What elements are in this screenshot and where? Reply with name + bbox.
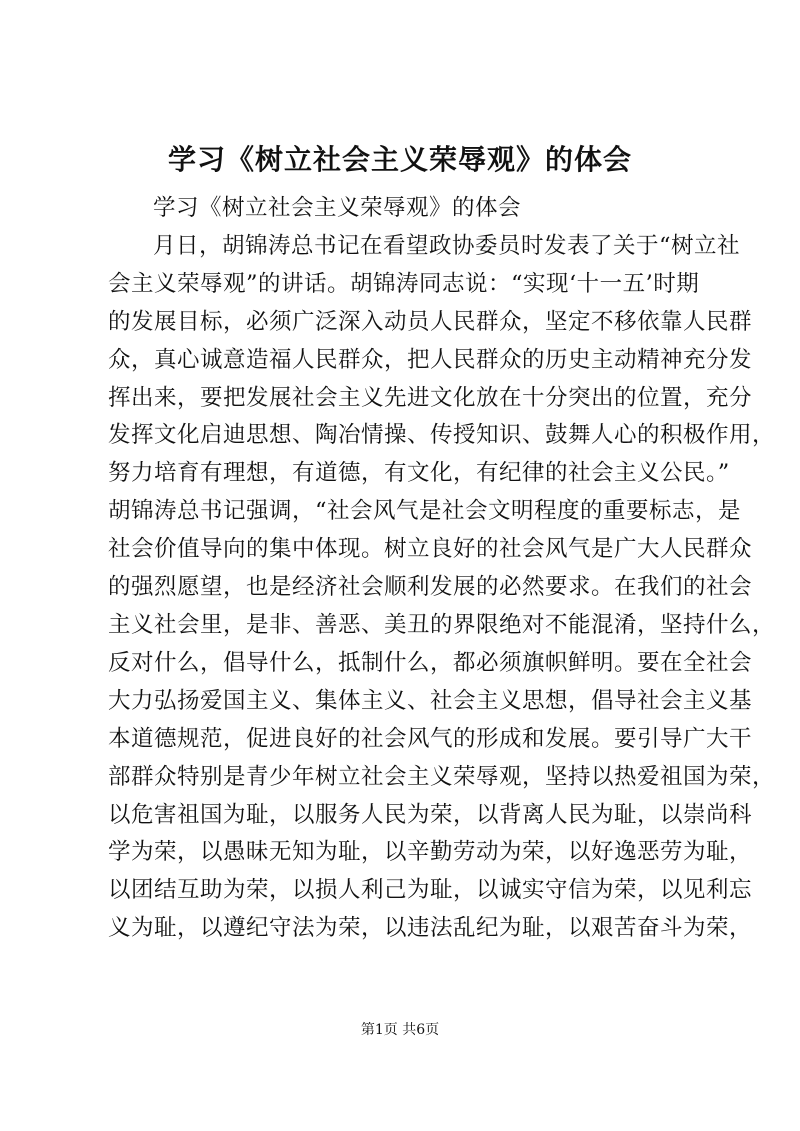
body-line: 的强烈愿望，也是经济社会顺利发展的必然要求。在我们的社会 bbox=[108, 574, 753, 601]
body-line: 本道德规范，促进良好的社会风气的形成和发展。要引导广大干 bbox=[108, 725, 753, 752]
subtitle-paragraph bbox=[108, 190, 704, 228]
page-indicator: 第1页 共6页 bbox=[360, 1022, 440, 1038]
body-line: 胡锦涛总书记强调，“社会风气是社会文明程度的重要标志，是 bbox=[108, 498, 742, 525]
body-line: 以危害祖国为耻，以服务人民为荣，以背离人民为耻，以崇尚科 bbox=[108, 801, 753, 828]
body-line: 社会价值导向的集中体现。树立良好的社会风气是广大人民群众 bbox=[108, 536, 753, 563]
body-line: 月日，胡锦涛总书记在看望政协委员时发表了关于“树立社 bbox=[153, 232, 741, 259]
body-line: 义为耻，以遵纪守法为荣，以违法乱纪为耻，以艰苦奋斗为荣， bbox=[108, 915, 753, 942]
body-line: 以团结互助为荣，以损人利己为耻，以诚实守信为荣，以见利忘 bbox=[108, 877, 753, 904]
body-line: 反对什么，倡导什么，抵制什么，都必须旗帜鲜明。要在全社会 bbox=[108, 649, 753, 676]
body-line: 学为荣，以愚昧无知为耻，以辛勤劳动为荣，以好逸恶劳为耻， bbox=[108, 839, 753, 866]
body-line: 会主义荣辱观”的讲话。胡锦涛同志说：“实现‘十一五’时期 bbox=[108, 270, 700, 297]
body-line: 部群众特别是青少年树立社会主义荣辱观，坚持以热爱祖国为荣， bbox=[108, 763, 776, 790]
document-body bbox=[108, 190, 776, 948]
body-line: 大力弘扬爱国主义、集体主义、社会主义思想，倡导社会主义基 bbox=[108, 687, 753, 714]
subtitle-line: 学习《树立社会主义荣辱观》的体会 bbox=[153, 195, 522, 221]
body-line: 众，真心诚意造福人民群众，把人民群众的历史主动精神充分发 bbox=[108, 346, 753, 373]
body-line: 努力培育有理想，有道德，有文化，有纪律的社会主义公民。” bbox=[108, 460, 730, 487]
body-line: 的发展目标，必须广泛深入动员人民群众，坚定不移依靠人民群 bbox=[108, 308, 753, 335]
body-line: 主义社会里，是非、善恶、美丑的界限绝对不能混淆，坚持什么， bbox=[108, 611, 776, 638]
body-line: 发挥文化启迪思想、陶冶情操、传授知识、鼓舞人心的积极作用， bbox=[108, 422, 776, 449]
body-line: 挥出来，要把发展社会主义先进文化放在十分突出的位置，充分 bbox=[108, 384, 753, 411]
main-paragraph bbox=[108, 228, 776, 948]
document-title: 学习《树立社会主义荣辱观》的体会 bbox=[167, 143, 632, 176]
